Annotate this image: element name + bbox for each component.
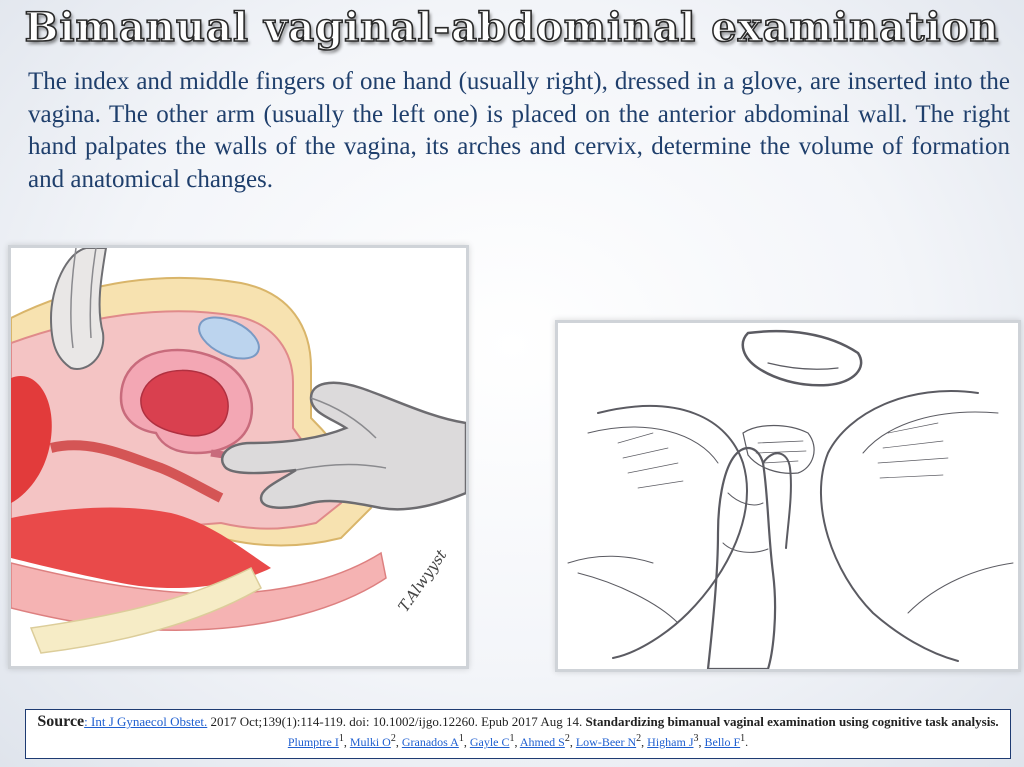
author-link[interactable]: Higham J: [647, 735, 694, 749]
source-citation: [25, 709, 1011, 759]
bimanual-sketch-illustration: [555, 320, 1021, 672]
paper-title: Standardizing bimanual vaginal examination using cognitive task analysis.: [585, 714, 999, 729]
author-link[interactable]: Bello F: [704, 735, 741, 749]
author-list: Plumptre $I^1$, Mulki $O^2$, Granados $A^1$, Gayle $C^1$, Ahmed $S^2$, Low-Beer $N^2$, Higham $J^3$, Bello $F^1$.: [287, 733, 749, 749]
author-link[interactable]: Mulki O: [349, 735, 391, 749]
author-link[interactable]: Granados A: [401, 735, 459, 749]
slide-title: Bimanual vaginal-abdominal examination: [24, 4, 1000, 51]
author-link[interactable]: Ahmed S: [519, 735, 565, 749]
body-paragraph: The index and middle fingers of one hand (usually right), dressed in a glove, are inserted into the vagina. The other arm (usually the left one) is placed on the anterior abdominal wall. The right hand palpates the walls of the vagina, its arches and cervix, determine the volume of formation and anatomical changes.: [28, 68, 1010, 193]
sagittal-section-drawing: [11, 248, 466, 666]
author-link[interactable]: Gayle C: [469, 735, 510, 749]
anatomy-illustration: [8, 245, 469, 669]
pencil-sketch-drawing: [558, 323, 1018, 669]
journal-link[interactable]: : Int J Gynaecol Obstet.: [84, 714, 208, 729]
citation-line: [26, 713, 1010, 730]
citation-details: 2017 Oct;139(1):114-119. doi: 10.1002/ijgo.12260. Epub 2017 Aug 14.: [207, 714, 586, 729]
author-link[interactable]: Low-Beer N: [575, 735, 637, 749]
artist-signature: T.Alwyyst: [394, 546, 451, 616]
source-label: Source: [37, 713, 85, 730]
author-link[interactable]: Plumptre I: [287, 735, 339, 749]
